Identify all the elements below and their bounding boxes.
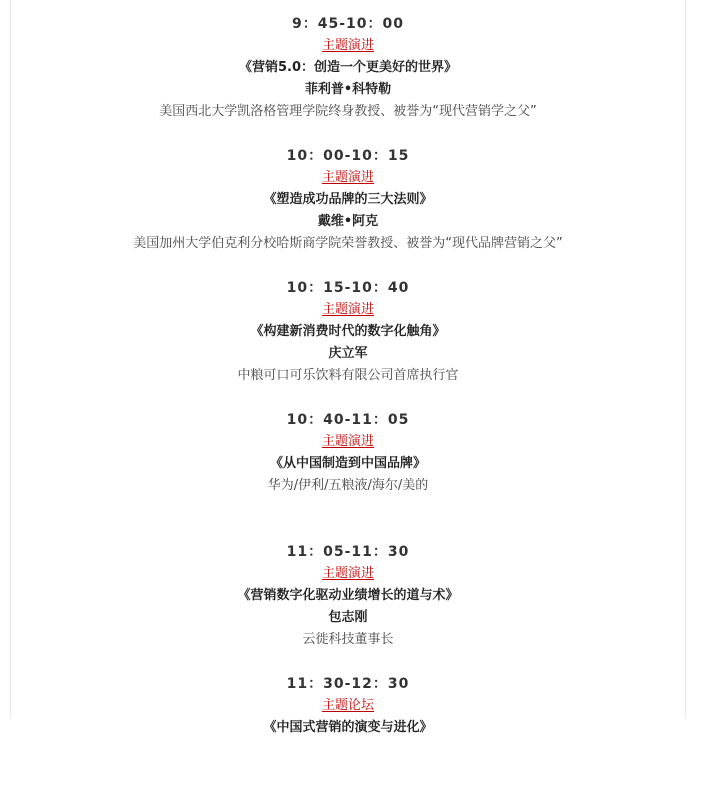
- session-type-link[interactable]: 主题演进: [321, 434, 374, 449]
- session-type-link[interactable]: 主题演进: [321, 566, 374, 581]
- session-time: 10：40-11：05: [286, 412, 410, 428]
- agenda-session: [11, 277, 685, 409]
- session-speaker: 包志刚: [328, 610, 368, 625]
- session-time: 11：30-12：30: [286, 676, 410, 692]
- session-topic: 《营销数字化驱动业绩增长的道与术》: [237, 588, 459, 603]
- session-time: 10：15-10：40: [286, 280, 410, 296]
- session-type-link[interactable]: 主题演进: [321, 170, 374, 185]
- session-topic: 《营销5.0：创造一个更美好的世界》: [238, 60, 458, 75]
- session-speaker-title: 美国加州大学伯克利分校哈斯商学院荣誉教授、被誉为“现代品牌营销之父”: [133, 236, 563, 251]
- agenda-list: [11, 13, 685, 805]
- session-speaker-title: 云徙科技董事长: [302, 632, 394, 647]
- agenda-session: [11, 673, 685, 805]
- session-time: 9：45-10：00: [292, 16, 404, 32]
- session-type-link[interactable]: 主题演进: [321, 302, 374, 317]
- session-time: 10：00-10：15: [286, 148, 410, 164]
- session-type-link[interactable]: 主题演进: [321, 38, 374, 53]
- session-speaker: 戴维•阿克: [317, 214, 379, 229]
- session-time: 11：05-11：30: [286, 544, 410, 560]
- session-speaker: 菲利普•科特勒: [304, 82, 392, 97]
- agenda-session: [11, 541, 685, 673]
- session-speaker-title: 美国西北大学凯洛格管理学院终身教授、被誉为“现代营销学之父”: [159, 104, 537, 119]
- session-speaker: 庆立军: [328, 346, 368, 361]
- article-page: [10, 0, 686, 735]
- session-topic: 《从中国制造到中国品牌》: [269, 456, 426, 471]
- session-topic: 《构建新消费时代的数字化触角》: [250, 324, 446, 339]
- agenda-session: [11, 13, 685, 145]
- session-speaker-title: 中粮可口可乐饮料有限公司首席执行官: [237, 368, 459, 383]
- session-topic: 《中国式营销的演变与进化》: [263, 720, 433, 735]
- session-topic: 《塑造成功品牌的三大法则》: [263, 192, 433, 207]
- agenda-session: [11, 145, 685, 277]
- session-type-link[interactable]: 主题论坛: [321, 698, 374, 713]
- agenda-session: [11, 409, 685, 541]
- session-speaker-title: 华为/伊利/五粮液/海尔/美的: [267, 478, 429, 493]
